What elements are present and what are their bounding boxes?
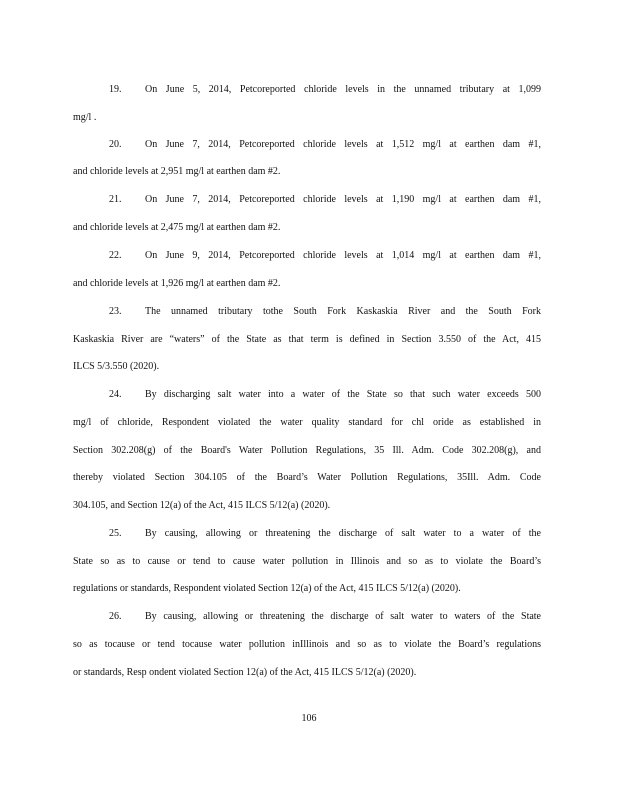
paragraph-23-line-3: ILCS 5/3.550 (2020). — [73, 361, 160, 372]
paragraph-25-line-3: regulations or standards, Respondent violated Section 12(a) of the Act, 415 ILCS 5/12(a) (2020). — [73, 583, 461, 594]
paragraph-text: On June 9, 2014, Petcoreported chloride levels at 1,014 mg/l at earthen dam #1, — [145, 250, 541, 261]
paragraph-19-line-1 — [109, 83, 541, 97]
paragraph-20-line-2: and chloride levels at 2,951 mg/l at earthen dam #2. — [73, 166, 281, 177]
paragraph-19-line-2: mg/l . — [73, 112, 97, 123]
page-number: 106 — [301, 713, 317, 724]
paragraph-text: By discharging salt water into a water of the State so that such water exceeds 500 — [145, 389, 541, 400]
paragraph-21-line-2: and chloride levels at 2,475 mg/l at earthen dam #2. — [73, 222, 281, 233]
paragraph-text: By causing, allowing or threatening the discharge of salt water to a water of the — [145, 528, 541, 539]
paragraph-25-line-1 — [109, 527, 541, 541]
paragraph-text: The unnamed tributary tothe South Fork Kaskaskia River and the South Fork — [145, 306, 541, 317]
paragraph-text: By causing, allowing or threatening the discharge of salt water to waters of the State — [145, 611, 541, 622]
paragraph-24-line-3: Section 302.208(g) of the Board's Water Pollution Regulations, 35 Ill. Adm. Code 302.208(g), and — [73, 445, 541, 456]
paragraph-number: 24. — [109, 389, 122, 400]
paragraph-number: 22. — [109, 250, 122, 261]
paragraph-23-line-1 — [109, 305, 541, 319]
paragraph-26-line-3: or standards, Resp ondent violated Section 12(a) of the Act, 415 ILCS 5/12(a) (2020). — [73, 667, 417, 678]
paragraph-23-line-2: Kaskaskia River are “waters” of the State as that term is defined in Section 3.550 of the Act, 415 — [73, 334, 541, 345]
paragraph-24-line-2: mg/l of chloride, Respondent violated the water quality standard for chl oride as established in — [73, 417, 541, 428]
paragraph-24-line-4: thereby violated Section 304.105 of the Board’s Water Pollution Regulations, 35Ill. Adm. Code — [73, 472, 541, 483]
paragraph-number: 25. — [109, 528, 122, 539]
paragraph-21-line-1 — [109, 193, 541, 207]
paragraph-number: 19. — [109, 84, 122, 95]
paragraph-22-line-1 — [109, 249, 541, 263]
paragraph-26-line-2: so as tocause or tend tocause water pollution inIllinois and so as to violate the Board’s regulations — [73, 639, 541, 650]
paragraph-22-line-2: and chloride levels at 1,926 mg/l at earthen dam #2. — [73, 278, 281, 289]
paragraph-text: On June 7, 2014, Petcoreported chloride levels at 1,190 mg/l at earthen dam #1, — [145, 194, 541, 205]
paragraph-number: 21. — [109, 194, 122, 205]
paragraph-number: 23. — [109, 306, 122, 317]
paragraph-26-line-1 — [109, 610, 541, 624]
paragraph-24-line-1 — [109, 388, 541, 402]
paragraph-20-line-1 — [109, 138, 541, 152]
paragraph-text: On June 7, 2014, Petcoreported chloride levels at 1,512 mg/l at earthen dam #1, — [145, 139, 541, 150]
paragraph-text: On June 5, 2014, Petcoreported chloride levels in the unnamed tributary at 1,099 — [145, 84, 541, 95]
paragraph-25-line-2: State so as to cause or tend to cause water pollution in Illinois and so as to violate the Board’s — [73, 556, 541, 567]
paragraph-number: 20. — [109, 139, 122, 150]
paragraph-24-line-5: 304.105, and Section 12(a) of the Act, 415 ILCS 5/12(a) (2020). — [73, 500, 331, 511]
paragraph-number: 26. — [109, 611, 122, 622]
